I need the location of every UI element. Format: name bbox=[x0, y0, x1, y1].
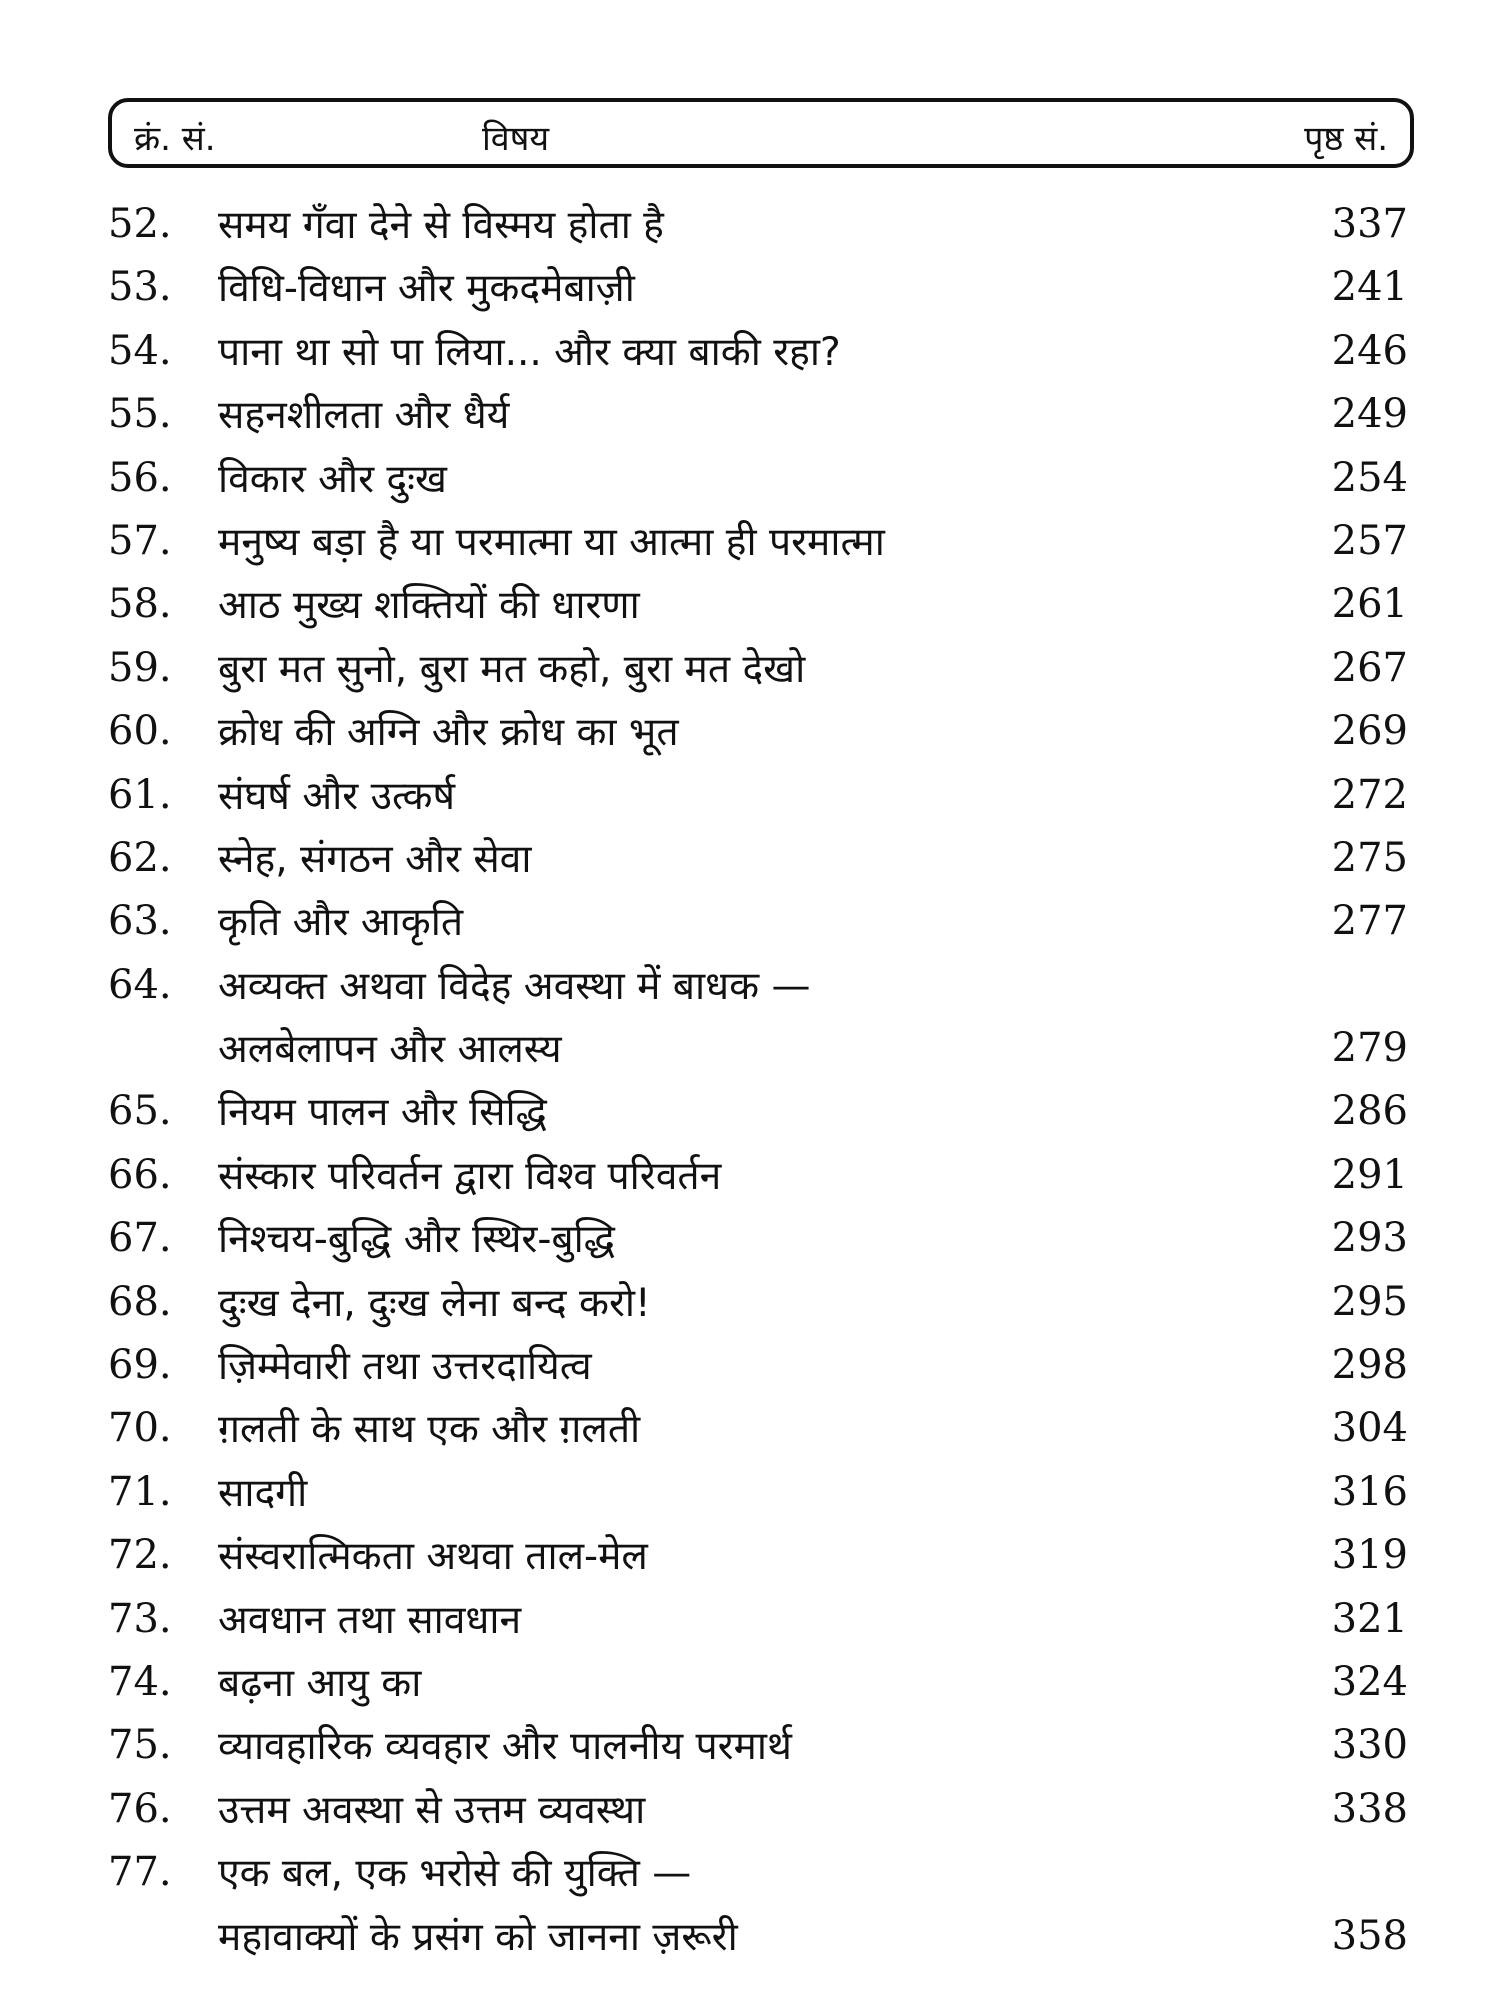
entry-page-number: 338 bbox=[1331, 1785, 1408, 1832]
toc-entry bbox=[0, 824, 1500, 887]
entry-title-line: उत्तम अवस्था से उत्तम व्यवस्था bbox=[218, 1787, 646, 1833]
entry-page-number: 319 bbox=[1331, 1532, 1408, 1579]
entry-title-line: बढ़ना आयु का bbox=[218, 1661, 422, 1706]
toc-entry bbox=[0, 1204, 1500, 1267]
entry-number: 56. bbox=[108, 454, 172, 501]
toc-entry bbox=[0, 1711, 1500, 1774]
entry-title bbox=[218, 194, 1238, 257]
entry-number: 67. bbox=[108, 1215, 172, 1262]
entry-title bbox=[218, 1081, 1238, 1144]
entry-title bbox=[218, 1398, 1238, 1461]
entry-number: 77. bbox=[108, 1849, 172, 1896]
entry-title-line: ज़िम्मेवारी तथा उत्तरदायित्व bbox=[218, 1344, 592, 1390]
entry-title bbox=[218, 257, 1238, 320]
entry-number: 66. bbox=[108, 1151, 172, 1198]
entry-title-line: अव्यक्त अथवा विदेह अवस्था में बाधक — bbox=[218, 963, 811, 1009]
toc-entry bbox=[0, 507, 1500, 570]
entry-title bbox=[218, 1145, 1238, 1208]
entry-title bbox=[218, 1208, 1238, 1271]
entry-title-line: मनुष्य बड़ा है या परमात्मा या आत्मा ही परमात्मा bbox=[218, 519, 885, 565]
toc-entry bbox=[0, 761, 1500, 824]
entry-title-line: ग़लती के साथ एक और ग़लती bbox=[218, 1407, 641, 1453]
entry-title-line: नियम पालन और सिद्धि bbox=[218, 1090, 547, 1136]
toc-entry bbox=[0, 1521, 1500, 1584]
entry-title-line: सहनशीलता और धैर्य bbox=[218, 393, 510, 439]
entry-title-line: स्नेह, संगठन और सेवा bbox=[218, 836, 532, 882]
entry-title-line: व्यावहारिक व्यवहार और पालनीय परमार्थ bbox=[218, 1724, 792, 1770]
toc-entry bbox=[0, 1268, 1500, 1331]
entry-title-line: दुःख देना, दुःख लेना बन्द करो! bbox=[218, 1280, 651, 1326]
subject-heading: विषय bbox=[482, 119, 550, 159]
entry-title bbox=[218, 955, 1238, 1082]
entry-page-number: 321 bbox=[1331, 1595, 1408, 1642]
entry-number: 63. bbox=[108, 898, 172, 945]
toc-entry bbox=[0, 951, 1500, 1078]
entry-title-line: क्रोध की अग्नि और क्रोध का भूत bbox=[218, 710, 679, 756]
entry-page-number: 337 bbox=[1331, 201, 1408, 247]
entry-page-number: 293 bbox=[1331, 1215, 1408, 1262]
entry-title bbox=[218, 765, 1238, 828]
entry-title-line: अवधान तथा सावधान bbox=[218, 1597, 522, 1643]
serial-number-heading: क्रं. सं. bbox=[134, 119, 216, 159]
entry-title-line: कृति और आकृति bbox=[218, 900, 464, 946]
entry-number: 65. bbox=[108, 1088, 172, 1135]
entry-title-line: एक बल, एक भरोसे की युक्ति — bbox=[218, 1851, 692, 1897]
toc-entry bbox=[0, 1141, 1500, 1204]
entry-page-number: 286 bbox=[1331, 1088, 1408, 1135]
entry-title bbox=[218, 1272, 1238, 1335]
entry-title-line: संघर्ष और उत्कर्ष bbox=[218, 773, 455, 819]
entry-page-number: 261 bbox=[1331, 581, 1408, 628]
entry-title bbox=[218, 448, 1238, 511]
toc-entry bbox=[0, 570, 1500, 633]
page-number-heading: पृष्ठ सं. bbox=[1304, 119, 1388, 159]
entry-title bbox=[218, 1462, 1238, 1525]
entry-number: 57. bbox=[108, 517, 172, 564]
entry-number: 53. bbox=[108, 264, 172, 311]
table-of-contents bbox=[0, 190, 1500, 1965]
entry-number: 64. bbox=[108, 961, 172, 1008]
entry-title-line: संस्कार परिवर्तन द्वारा विश्व परिवर्तन bbox=[218, 1153, 722, 1199]
entry-number: 76. bbox=[108, 1785, 172, 1832]
entry-title bbox=[218, 574, 1238, 637]
entry-title bbox=[218, 511, 1238, 574]
entry-page-number: 241 bbox=[1331, 264, 1408, 311]
toc-entry bbox=[0, 697, 1500, 760]
entry-title bbox=[218, 1842, 1238, 1969]
entry-number: 54. bbox=[108, 327, 172, 374]
entry-number: 55. bbox=[108, 391, 172, 438]
entry-title-line-continued: महावाक्यों के प्रसंग को जानना ज़रूरी bbox=[218, 1914, 738, 1960]
entry-number: 75. bbox=[108, 1722, 172, 1769]
entry-page-number: 267 bbox=[1331, 644, 1408, 691]
entry-page-number: 295 bbox=[1331, 1278, 1408, 1325]
entry-number: 60. bbox=[108, 708, 172, 755]
entry-number: 72. bbox=[108, 1532, 172, 1579]
toc-entry bbox=[0, 1331, 1500, 1394]
entry-number: 58. bbox=[108, 581, 172, 628]
entry-page-number: 249 bbox=[1331, 391, 1408, 438]
entry-number: 74. bbox=[108, 1659, 172, 1705]
entry-page-number: 246 bbox=[1331, 327, 1408, 374]
toc-entry bbox=[0, 1585, 1500, 1648]
entry-title-line: समय गँवा देने से विस्मय होता है bbox=[218, 203, 664, 248]
entry-page-number: 316 bbox=[1331, 1468, 1408, 1515]
entry-page-number: 254 bbox=[1331, 454, 1408, 501]
entry-page-number: 275 bbox=[1331, 834, 1408, 881]
entry-title bbox=[218, 321, 1238, 384]
toc-entry bbox=[0, 1648, 1500, 1711]
entry-number: 70. bbox=[108, 1405, 172, 1452]
entry-title bbox=[218, 1652, 1238, 1715]
entry-title-line: संस्वरात्मिकता अथवा ताल-मेल bbox=[218, 1534, 648, 1580]
entry-number: 59. bbox=[108, 644, 172, 691]
toc-entry bbox=[0, 1838, 1500, 1965]
toc-entry bbox=[0, 444, 1500, 507]
entry-title bbox=[218, 1525, 1238, 1588]
entry-page-number: 298 bbox=[1331, 1342, 1408, 1389]
toc-header bbox=[108, 98, 1414, 168]
entry-title-line: सादगी bbox=[218, 1470, 308, 1516]
entry-page-number: 279 bbox=[1331, 1025, 1408, 1072]
toc-entry bbox=[0, 634, 1500, 697]
toc-entry bbox=[0, 380, 1500, 443]
toc-entry bbox=[0, 887, 1500, 950]
entry-page-number: 272 bbox=[1331, 771, 1408, 818]
entry-page-number: 304 bbox=[1331, 1405, 1408, 1452]
entry-page-number: 257 bbox=[1331, 517, 1408, 564]
entry-title-line: विकार और दुःख bbox=[218, 456, 447, 502]
entry-number: 52. bbox=[108, 201, 172, 247]
toc-entry bbox=[0, 317, 1500, 380]
entry-number: 68. bbox=[108, 1278, 172, 1325]
toc-entry bbox=[0, 1775, 1500, 1838]
entry-title-line-continued: अलबेलापन और आलस्य bbox=[218, 1027, 562, 1073]
entry-title-line: विधि-विधान और मुकदमेबाज़ी bbox=[218, 266, 635, 312]
entry-title bbox=[218, 1589, 1238, 1652]
entry-number: 62. bbox=[108, 834, 172, 881]
entry-number: 61. bbox=[108, 771, 172, 818]
toc-entry bbox=[0, 190, 1500, 253]
entry-title bbox=[218, 638, 1238, 701]
entry-title-line: पाना था सो पा लिया... और क्या बाकी रहा? bbox=[218, 329, 841, 375]
entry-page-number: 277 bbox=[1331, 898, 1408, 945]
entry-title-line: निश्चय-बुद्धि और स्थिर-बुद्धि bbox=[218, 1217, 615, 1263]
entry-title bbox=[218, 701, 1238, 764]
entry-title bbox=[218, 384, 1238, 447]
entry-page-number: 330 bbox=[1331, 1722, 1408, 1769]
entry-page-number: 358 bbox=[1331, 1912, 1408, 1959]
entry-title bbox=[218, 891, 1238, 954]
entry-title bbox=[218, 1715, 1238, 1778]
entry-title bbox=[218, 828, 1238, 891]
entry-number: 69. bbox=[108, 1342, 172, 1389]
entry-page-number: 324 bbox=[1331, 1659, 1408, 1705]
entry-page-number: 269 bbox=[1331, 708, 1408, 755]
entry-title-line: बुरा मत सुनो, बुरा मत कहो, बुरा मत देखो bbox=[218, 646, 806, 692]
toc-entry bbox=[0, 1394, 1500, 1457]
toc-entry bbox=[0, 1077, 1500, 1140]
entry-title bbox=[218, 1779, 1238, 1842]
entry-number: 71. bbox=[108, 1468, 172, 1515]
entry-title-line: आठ मुख्य शक्तियों की धारणा bbox=[218, 583, 640, 629]
toc-entry bbox=[0, 1458, 1500, 1521]
entry-page-number: 291 bbox=[1331, 1151, 1408, 1198]
entry-number: 73. bbox=[108, 1595, 172, 1642]
toc-entry bbox=[0, 253, 1500, 316]
entry-title bbox=[218, 1335, 1238, 1398]
